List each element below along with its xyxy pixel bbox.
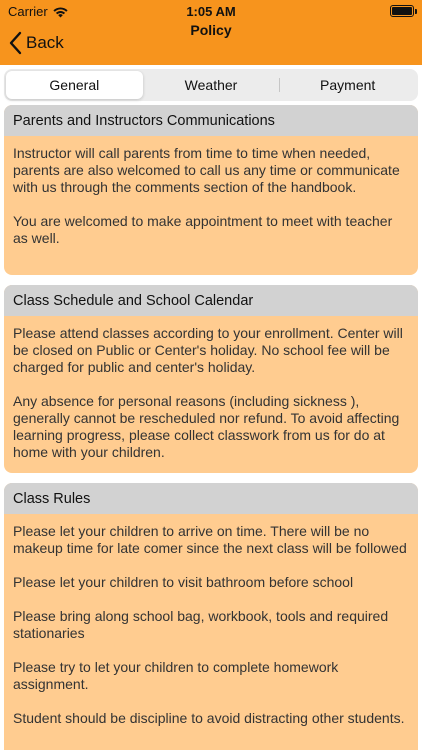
policy-section-schedule <box>4 285 418 473</box>
segmented-control <box>4 69 418 101</box>
section-paragraph: Instructor will call parents from time to time when needed, parents are also welcomed to call us any time or communicate with us through the comments section of the handbook. <box>13 145 400 195</box>
tab-payment[interactable] <box>279 71 416 99</box>
section-body <box>4 136 418 247</box>
carrier-label: Carrier <box>8 4 48 19</box>
policy-section-class-rules <box>4 483 418 750</box>
tab-payment-label: Payment <box>320 77 376 93</box>
status-bar <box>0 0 422 22</box>
navigation-bar <box>0 0 422 65</box>
section-body <box>4 514 418 727</box>
section-paragraph: You are welcomed to make appointment to meet with teacher as well. <box>13 213 393 246</box>
status-time: 1:05 AM <box>186 4 236 19</box>
tab-general-label: General <box>49 77 100 93</box>
section-header: Parents and Instructors Communications <box>4 105 418 136</box>
section-header: Class Rules <box>4 483 418 514</box>
section-paragraph: Please attend classes according to your enrollment. Center will be closed on Public or Center's holiday. No school fee will be charged for public and center's holiday. <box>13 325 403 375</box>
battery-icon <box>390 5 414 17</box>
tab-general[interactable] <box>6 71 143 99</box>
policy-section-communications <box>4 105 418 275</box>
section-paragraph: Please let your children to arrive on time. There will be no makeup time for late comer since the next class will be followed <box>13 523 407 556</box>
tab-weather-label: Weather <box>184 77 238 93</box>
section-paragraph: Any absence for personal reasons (including sickness ), generally cannot be rescheduled nor refund. To avoid affecting learning progress, please collect classwork from us for do at home with your children. <box>13 393 400 460</box>
section-body <box>4 316 418 461</box>
section-paragraph: Please let your children to visit bathroom before school <box>13 574 354 590</box>
section-paragraph: Please bring along school bag, workbook, tools and required stationaries <box>13 608 389 641</box>
section-header: Class Schedule and School Calendar <box>4 285 418 316</box>
section-paragraph: Please try to let your children to complete homework assignment. <box>13 659 339 692</box>
page-title: Policy <box>190 22 232 38</box>
section-paragraph: Student should be discipline to avoid distracting other students. <box>13 710 405 726</box>
tab-weather[interactable] <box>143 71 280 99</box>
back-label: Back <box>26 33 64 52</box>
